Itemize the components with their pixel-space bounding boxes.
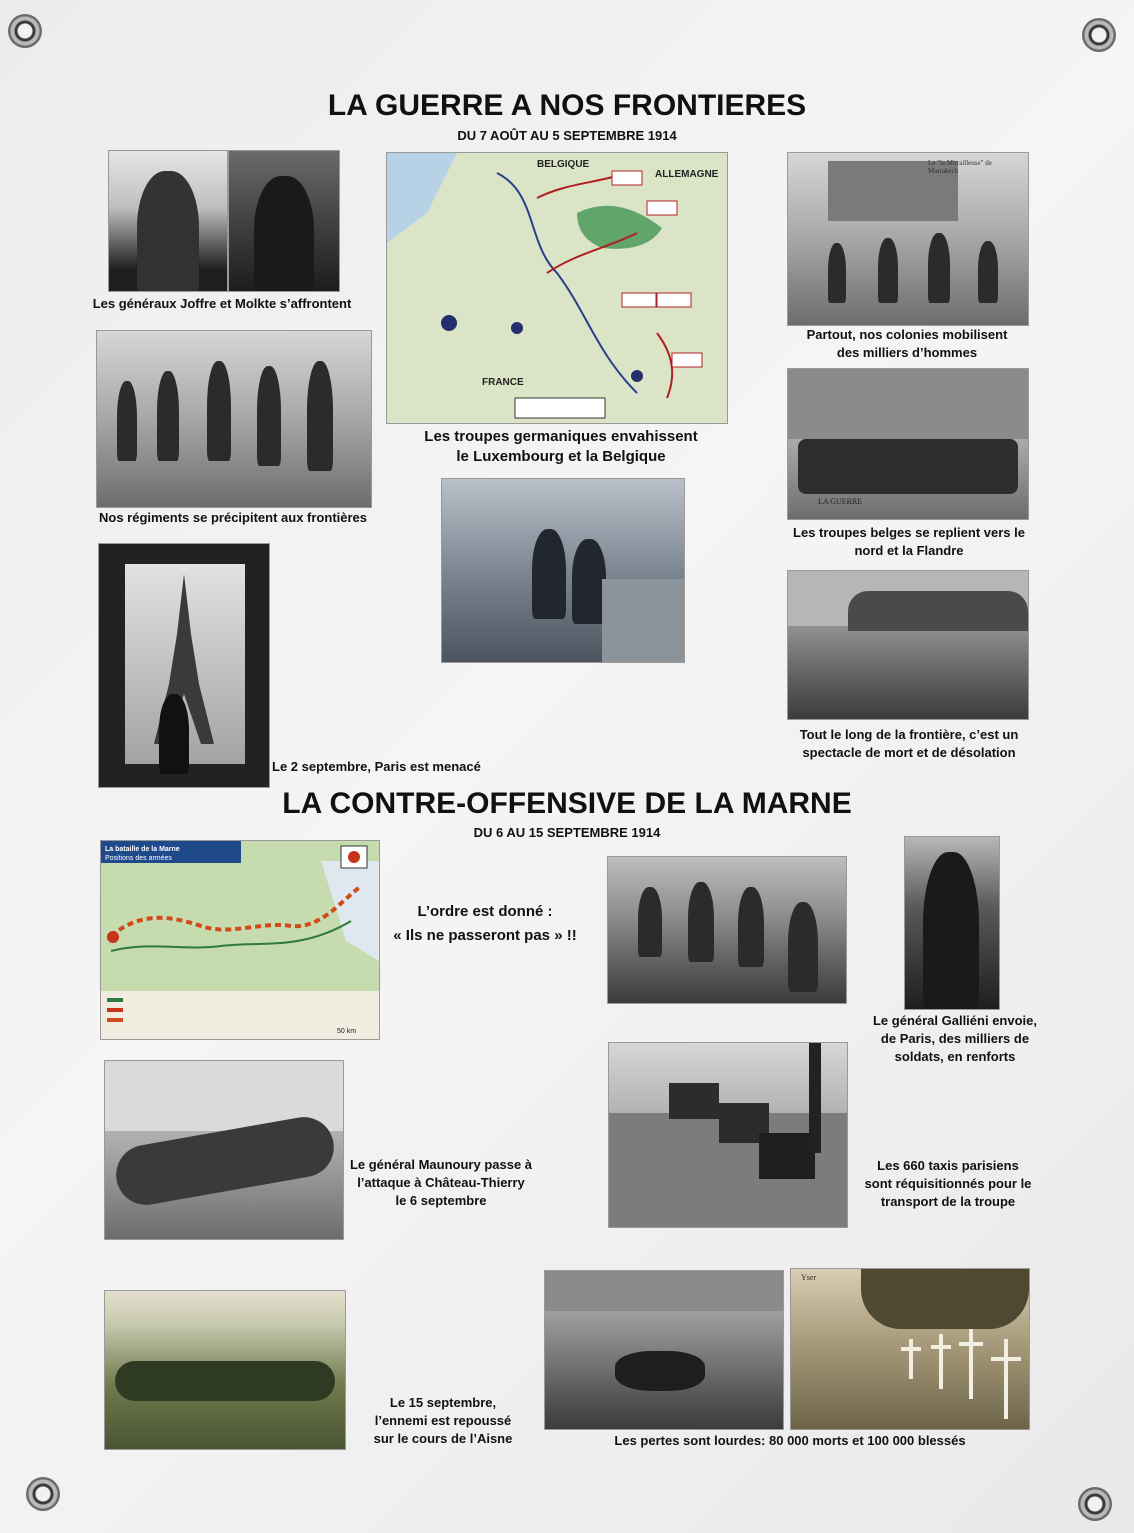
photo-trench-soldiers: [441, 478, 685, 663]
caption-colonies-line1: Partout, nos colonies mobilisent: [806, 327, 1008, 342]
map-invasion-drawing: [387, 153, 727, 423]
section-date-frontieres: DU 7 AOÛT AU 5 SEPTEMBRE 1914: [457, 128, 677, 143]
caption-taxis-line2: sont réquisitionnés pour le: [864, 1176, 1032, 1191]
grommet-bottom-right: [1078, 1487, 1112, 1521]
marching-soldier: [688, 882, 714, 962]
battlefield-sky: [545, 1271, 783, 1311]
caption-generals: Les généraux Joffre et Molkte s’affrontent: [92, 296, 352, 311]
map-invasion: [386, 152, 728, 424]
caption-invasion-line1: Les troupes germaniques envahissent: [424, 428, 698, 445]
photo-general-gallieni: [904, 836, 1000, 1010]
colonies-rider: [828, 243, 846, 303]
bare-tree: [809, 1043, 821, 1153]
map-marne-drawing: [101, 841, 379, 1039]
photo-maunoury-attack: [104, 1060, 344, 1240]
trench-soldier: [572, 539, 606, 624]
photo-war-graves: [790, 1268, 1030, 1430]
map-marne-title-line2: Positions des armées: [105, 855, 172, 862]
belgian-column: [798, 439, 1018, 494]
section-title-frontieres: LA GUERRE A NOS FRONTIERES: [327, 89, 807, 122]
section-title-marne: LA CONTRE-OFFENSIVE DE LA MARNE: [282, 787, 852, 820]
map-label-belgique: BELGIQUE: [537, 159, 590, 170]
caption-taxis-line3: transport de la troupe: [880, 1194, 1016, 1209]
caption-invasion-line2: le Luxembourg et la Belgique: [456, 448, 666, 465]
grommet-bottom-left: [26, 1477, 60, 1511]
soldier: [257, 366, 281, 466]
photo-soldiers-marching: [607, 856, 847, 1004]
photo-taxis-marne: [608, 1042, 848, 1228]
caption-colonies-line2: des milliers d’hommes: [836, 345, 978, 360]
map-label-allemagne: ALLEMAGNE: [655, 169, 719, 180]
caption-taxis-line1: Les 660 taxis parisiens: [877, 1158, 1019, 1173]
caption-gallieni-line1: Le général Galliéni envoie,: [872, 1013, 1037, 1028]
caption-maunoury-line2: l’attaque à Château-Thierry: [357, 1175, 525, 1190]
soldier: [157, 371, 179, 461]
belgian-buildings: [788, 369, 1028, 439]
caption-paris: Le 2 septembre, Paris est menacé: [272, 759, 481, 774]
photo-frontier-desolation: [787, 570, 1029, 720]
marching-soldier: [738, 887, 764, 967]
caption-gallieni-line3: soldats, en renforts: [894, 1049, 1016, 1064]
caption-gallieni-line2: de Paris, des milliers de: [880, 1031, 1030, 1046]
photo-belgian-troops: [787, 368, 1029, 520]
caption-aisne-line1: Le 15 septembre,: [389, 1395, 497, 1410]
trench-wall: [602, 579, 684, 662]
taxi: [759, 1133, 815, 1179]
crosses-drawing: [791, 1269, 1029, 1429]
colonies-postcard-title: Le "la Mitrailleuse" de Marrakech: [928, 159, 992, 175]
battlefield-body: [615, 1351, 705, 1391]
caption-belges-line2: nord et la Flandre: [854, 543, 964, 558]
moltke-figure: [254, 176, 314, 292]
marching-soldier: [788, 902, 818, 992]
caption-frontiere-line2: spectacle de mort et de désolation: [802, 745, 1016, 760]
caption-aisne-line2: l’ennemi est repoussé: [374, 1413, 512, 1428]
photo-colonies-cavalry: [787, 152, 1029, 326]
photo-aisne-postcard: [104, 1290, 346, 1450]
section-date-marne: DU 6 AU 15 SEPTEMBRE 1914: [473, 825, 661, 840]
caption-regiments: Nos régiments se précipitent aux frontières: [98, 510, 368, 525]
grommet-top-right: [1082, 18, 1116, 52]
colonies-rider: [928, 233, 950, 303]
caption-maunoury-line1: Le général Maunoury passe à: [349, 1157, 533, 1172]
photo-paris-eiffel-tower: [98, 543, 270, 788]
caption-belges-line1: Les troupes belges se replient vers le: [793, 525, 1025, 540]
map-label-france: FRANCE: [482, 377, 524, 388]
grommet-top-left: [8, 14, 42, 48]
joffre-figure: [137, 171, 199, 292]
caption-aisne-line3: sur le cours de l’Aisne: [373, 1431, 513, 1446]
photo-battlefield-dead: [544, 1270, 784, 1430]
aisne-soldiers: [115, 1361, 335, 1401]
graves-postcard-title: Yser: [801, 1273, 817, 1282]
caption-ordre-line2: « Ils ne passeront pas » !!: [393, 927, 577, 944]
photo-joffre-portrait: [108, 150, 228, 292]
marching-soldier: [638, 887, 662, 957]
map-marne-scale: 50 km: [337, 1028, 357, 1035]
observer-silhouette: [159, 694, 189, 774]
colonies-rider: [978, 241, 998, 303]
desolation-treeline: [848, 591, 1028, 631]
photo-moltke-portrait: [228, 150, 340, 292]
caption-maunoury-line3: le 6 septembre: [395, 1193, 487, 1208]
colonies-rider: [878, 238, 898, 303]
soldier: [307, 361, 333, 471]
caption-pertes: Les pertes sont lourdes: 80 000 morts et 100 000 blessés: [614, 1433, 966, 1448]
map-marne: [100, 840, 380, 1040]
map-marne-title-line1: La bataille de la Marne: [105, 846, 180, 853]
caption-ordre-line1: L’ordre est donné :: [417, 903, 553, 920]
belgian-postcard-title: LA GUERRE: [818, 497, 863, 506]
caption-frontiere-line1: Tout le long de la frontière, c’est un: [799, 727, 1019, 742]
gallieni-figure: [923, 852, 979, 1010]
soldier: [117, 381, 137, 461]
trench-soldier: [532, 529, 566, 619]
taxi: [669, 1083, 719, 1119]
soldier: [207, 361, 231, 461]
photo-regiments-charge: [96, 330, 372, 508]
